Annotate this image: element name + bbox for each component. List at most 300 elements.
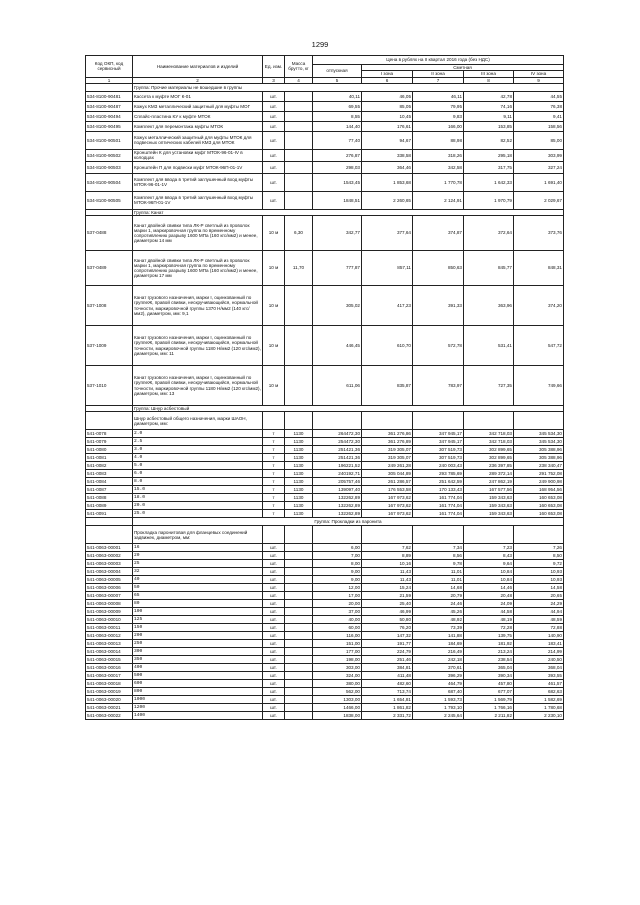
item-name: Канат грузового назначения, марки I, оцинкованный по группеЖ, правой свивки, нескручивающийся, нормальной точности, маркировочной группы 1370 Н/мм2 (140 кгс/мм2), диаметром, мм: 9,1 <box>133 286 263 326</box>
price-zone-3: 153,85 <box>464 121 514 131</box>
empty-cell <box>285 412 313 430</box>
price-zone-2: 342,58 <box>413 161 464 173</box>
item-name: Кронштейн К для установки муфт МТОК-96-01-IV в колодцах <box>133 149 263 161</box>
item-mass: 6,30 <box>285 216 313 251</box>
table-row <box>86 600 564 608</box>
item-unit: шт. <box>263 149 285 161</box>
empty-cell <box>263 412 285 430</box>
item-code: 541-0063-00001 <box>86 544 133 552</box>
col-number: 9 <box>514 77 564 83</box>
item-unit: 10 м <box>263 286 285 326</box>
price-release: 303,00 <box>313 664 362 672</box>
item-code: 541-0063-00015 <box>86 656 133 664</box>
item-unit: шт. <box>263 584 285 592</box>
item-unit: т <box>263 494 285 502</box>
price-zone-4: 291 752,08 <box>514 470 564 478</box>
empty-cell <box>514 526 564 544</box>
group-title-row <box>86 83 564 91</box>
price-zone-1: 305 044,89 <box>362 470 413 478</box>
price-release: 198,00 <box>313 656 362 664</box>
item-code: 541-0063-00017 <box>86 672 133 680</box>
price-release: 37,00 <box>313 608 362 616</box>
price-zone-4: 345 534,30 <box>514 430 564 438</box>
price-zone-4: 249 900,98 <box>514 478 564 486</box>
table-row <box>86 430 564 438</box>
price-zone-2: 293 785,69 <box>413 470 464 478</box>
price-zone-3: 372,64 <box>464 216 514 251</box>
item-unit: 10 м <box>263 251 285 286</box>
price-zone-4: 848,31 <box>514 251 564 286</box>
item-code: 541-0063-00020 <box>86 696 133 704</box>
item-name: 400 <box>133 664 263 672</box>
price-release: 298,03 <box>313 161 362 173</box>
price-zone-1: 94,67 <box>362 131 413 149</box>
col-number: 3 <box>263 77 285 83</box>
group-code-cell <box>86 83 133 91</box>
item-name: 40 <box>133 576 263 584</box>
price-release: 611,06 <box>313 366 362 406</box>
price-zone-3: 845,77 <box>464 251 514 286</box>
price-zone-3: 42,78 <box>464 91 514 101</box>
table-row <box>86 486 564 494</box>
item-name: 4.0 <box>133 454 263 462</box>
item-code: 541-0063-00003 <box>86 560 133 568</box>
price-zone-1: 319 305,07 <box>362 454 413 462</box>
price-zone-2: 8,56 <box>413 552 464 560</box>
price-zone-3: 1 970,79 <box>464 191 514 209</box>
price-zone-1: 46,05 <box>362 91 413 101</box>
item-name: 1200 <box>133 704 263 712</box>
price-release: 240192,71 <box>313 470 362 478</box>
price-release: 1543,45 <box>313 173 362 191</box>
price-zone-2: 2 124,91 <box>413 191 464 209</box>
header-zone-2: II зона <box>413 71 464 77</box>
table-row <box>86 91 564 101</box>
price-zone-1: 11,43 <box>362 576 413 584</box>
item-code: 534-8100-90481 <box>86 91 133 101</box>
price-zone-2: 1 770,78 <box>413 173 464 191</box>
item-mass: 1130 <box>285 478 313 486</box>
item-code: 537-0488 <box>86 216 133 251</box>
item-code: 534-8100-90504 <box>86 173 133 191</box>
item-code: 541-0063-00012 <box>86 632 133 640</box>
table-row <box>86 438 564 446</box>
item-unit: шт. <box>263 616 285 624</box>
price-zone-4: 160 653,08 <box>514 494 564 502</box>
price-release: 1303,00 <box>313 696 362 704</box>
item-code: 541-0080 <box>86 446 133 454</box>
item-name: Канат двойной свивки типа ЛК-Р светлый из проволок марки 1, маркировочная группа по временному сопротивлению разрыву 1600 МПа (160 кгс/мм2) и менее, диаметром 14 мм <box>133 216 263 251</box>
price-zone-4: 8,50 <box>514 552 564 560</box>
price-zone-4: 10,93 <box>514 568 564 576</box>
item-mass <box>285 121 313 131</box>
item-code: 541-0063-00013 <box>86 640 133 648</box>
item-name: 32 <box>133 568 263 576</box>
price-zone-3: 213,24 <box>464 648 514 656</box>
price-zone-3: 677,07 <box>464 688 514 696</box>
item-code: 541-0082 <box>86 462 133 470</box>
item-unit: т <box>263 446 285 454</box>
price-release: 77,40 <box>313 131 362 149</box>
price-zone-1: 8,89 <box>362 552 413 560</box>
item-mass <box>285 91 313 101</box>
price-release: 6,00 <box>313 544 362 552</box>
price-zone-2: 464,79 <box>413 680 464 688</box>
table-row <box>86 173 564 191</box>
item-unit: шт. <box>263 91 285 101</box>
price-zone-4: 305 388,96 <box>514 454 564 462</box>
header-unit: Ед. изм. <box>263 56 285 78</box>
item-code: 541-0089 <box>86 502 133 510</box>
price-zone-4: 1 582,69 <box>514 696 564 704</box>
item-mass: 1130 <box>285 470 313 478</box>
item-name: 3.0 <box>133 446 263 454</box>
price-zone-2: 161 774,04 <box>413 510 464 518</box>
price-zone-1: 191,77 <box>362 640 413 648</box>
item-mass <box>285 544 313 552</box>
price-release: 380,00 <box>313 680 362 688</box>
item-code: 541-0087 <box>86 486 133 494</box>
item-mass <box>285 366 313 406</box>
item-mass <box>285 101 313 111</box>
price-release: 324,00 <box>313 672 362 680</box>
table-row <box>86 672 564 680</box>
item-name: Комплект для ввода в третий заглушенный вход муфты МТОК-96-01-1V <box>133 173 263 191</box>
item-mass <box>285 688 313 696</box>
item-code: 541-0063-00016 <box>86 664 133 672</box>
price-zone-2: 307 519,73 <box>413 454 464 462</box>
item-mass <box>285 696 313 704</box>
price-release: 69,55 <box>313 101 362 111</box>
group-title: Группа: Прокладки из паронита <box>133 518 564 526</box>
price-zone-3: 14,46 <box>464 584 514 592</box>
table-row <box>86 584 564 592</box>
price-zone-4: 303,99 <box>514 149 564 161</box>
price-zone-4: 48,59 <box>514 616 564 624</box>
item-mass <box>285 680 313 688</box>
table-row <box>86 640 564 648</box>
item-code: 537-1010 <box>86 366 133 406</box>
price-zone-3: 1 766,16 <box>464 704 514 712</box>
price-zone-1: 251,46 <box>362 656 413 664</box>
table-row <box>86 592 564 600</box>
price-zone-3: 20,48 <box>464 592 514 600</box>
price-zone-1: 364,46 <box>362 161 413 173</box>
item-mass <box>285 576 313 584</box>
price-zone-3: 10,84 <box>464 576 514 584</box>
price-zone-4: 183,41 <box>514 640 564 648</box>
price-zone-2: 347 945,17 <box>413 430 464 438</box>
item-mass <box>285 600 313 608</box>
price-release: 40,11 <box>313 91 362 101</box>
price-zone-2: 1 793,10 <box>413 704 464 712</box>
price-zone-4: 2 029,67 <box>514 191 564 209</box>
item-unit: шт. <box>263 568 285 576</box>
price-release: 777,87 <box>313 251 362 286</box>
item-unit: шт. <box>263 121 285 131</box>
price-release: 205757,46 <box>313 478 362 486</box>
price-zone-4: 682,63 <box>514 688 564 696</box>
price-zone-4: 20,65 <box>514 592 564 600</box>
item-name: Кронштейн П для подвески муфт МТОК-96П-01-1V <box>133 161 263 173</box>
item-mass: 1130 <box>285 462 313 470</box>
item-name: 15.0 <box>133 486 263 494</box>
item-code: 534-8100-90505 <box>86 191 133 209</box>
price-zone-1: 377,64 <box>362 216 413 251</box>
price-zone-4: 240,50 <box>514 656 564 664</box>
table-row <box>86 560 564 568</box>
price-release: 342,77 <box>313 216 362 251</box>
item-mass <box>285 131 313 149</box>
header-name: Наименование материалов и изделий <box>133 56 263 78</box>
table-row <box>86 494 564 502</box>
item-mass: 11,70 <box>285 251 313 286</box>
item-name: 1000 <box>133 696 263 704</box>
item-name: 125 <box>133 616 263 624</box>
item-name: Комплект для ввода в третий заглушенный вход муфты МТОК-96П-01-1V <box>133 191 263 209</box>
price-zone-4: 140,90 <box>514 632 564 640</box>
price-release: 132262,89 <box>313 510 362 518</box>
table-row <box>86 656 564 664</box>
price-zone-1: 25,40 <box>362 600 413 608</box>
item-name: 2.0 <box>133 430 263 438</box>
price-zone-4: 85,00 <box>514 131 564 149</box>
item-code: 541-0063-00009 <box>86 608 133 616</box>
item-code: 534-8100-90503 <box>86 161 133 173</box>
item-mass <box>285 191 313 209</box>
item-mass: 1130 <box>285 494 313 502</box>
price-zone-3: 247 862,19 <box>464 478 514 486</box>
price-zone-1: 361 276,89 <box>362 438 413 446</box>
table-row <box>86 454 564 462</box>
price-zone-2: 850,63 <box>413 251 464 286</box>
price-zone-2: 7,34 <box>413 544 464 552</box>
price-zone-2: 88,98 <box>413 131 464 149</box>
item-mass <box>285 286 313 326</box>
price-zone-1: 1 853,68 <box>362 173 413 191</box>
price-zone-3: 10,84 <box>464 568 514 576</box>
table-row <box>86 101 564 111</box>
price-zone-1: 176 553,58 <box>362 486 413 494</box>
table-row <box>86 664 564 672</box>
price-zone-2: 687,40 <box>413 688 464 696</box>
table-row <box>86 366 564 406</box>
item-mass: 1130 <box>285 502 313 510</box>
item-unit: шт. <box>263 173 285 191</box>
price-zone-2: 251 642,59 <box>413 478 464 486</box>
price-zone-4: 2 230,10 <box>514 712 564 720</box>
item-unit: шт. <box>263 191 285 209</box>
table-row <box>86 216 564 251</box>
item-name: 500 <box>133 672 263 680</box>
item-mass <box>285 608 313 616</box>
price-zone-1: 835,87 <box>362 366 413 406</box>
item-name: 80 <box>133 600 263 608</box>
item-code: 541-0063-00005 <box>86 576 133 584</box>
price-zone-4: 749,66 <box>514 366 564 406</box>
price-zone-2: 391,33 <box>413 286 464 326</box>
price-release: 116,00 <box>313 632 362 640</box>
item-name: 600 <box>133 680 263 688</box>
item-unit: шт. <box>263 632 285 640</box>
item-unit: 10 м <box>263 326 285 366</box>
group-title-row <box>86 518 564 526</box>
item-name: 50 <box>133 584 263 592</box>
item-mass <box>285 704 313 712</box>
price-release: 40,00 <box>313 616 362 624</box>
item-mass <box>285 111 313 121</box>
price-release: 12,00 <box>313 584 362 592</box>
price-zone-2: 307 519,73 <box>413 446 464 454</box>
item-mass: 1130 <box>285 430 313 438</box>
item-name: 25 <box>133 560 263 568</box>
price-zone-1: 85,05 <box>362 101 413 111</box>
price-zone-4: 1 691,40 <box>514 173 564 191</box>
price-zone-2: 46,11 <box>413 91 464 101</box>
price-zone-4: 214,99 <box>514 648 564 656</box>
item-code: 534-8100-90487 <box>86 101 133 111</box>
empty-cell <box>464 526 514 544</box>
item-unit: шт. <box>263 592 285 600</box>
price-zone-4: 14,58 <box>514 584 564 592</box>
item-name: 20.0 <box>133 502 263 510</box>
price-release: 1466,00 <box>313 704 362 712</box>
price-zone-4: 368,04 <box>514 664 564 672</box>
price-release: 60,00 <box>313 624 362 632</box>
group-title: Группа: Шнур асбестовый <box>133 406 564 412</box>
price-release: 9,00 <box>313 568 362 576</box>
item-name: 6.0 <box>133 470 263 478</box>
item-code: 541-0063-00018 <box>86 680 133 688</box>
item-unit: шт. <box>263 600 285 608</box>
item-code: 537-1009 <box>86 326 133 366</box>
price-release: 132262,89 <box>313 502 362 510</box>
item-mass <box>285 173 313 191</box>
empty-cell <box>464 412 514 430</box>
header-row-top <box>86 56 564 65</box>
price-zone-1: 411,48 <box>362 672 413 680</box>
table-row <box>86 680 564 688</box>
price-zone-1: 11,43 <box>362 568 413 576</box>
item-code: 541-0063-00007 <box>86 592 133 600</box>
item-name: Кассета к муфте МОГ К-01 <box>133 91 263 101</box>
price-zone-3: 1 642,33 <box>464 173 514 191</box>
price-zone-3: 159 343,63 <box>464 510 514 518</box>
item-name: Канат грузового назначения, марки I, оцинкованный по группеЖ, правой свивки, нескручивающийся, нормальной точности, маркировочной группы 1180 Н/мм2 (120 кгс/мм2), диаметром, мм: 11 <box>133 326 263 366</box>
price-zone-4: 461,57 <box>514 680 564 688</box>
price-zone-1: 10,45 <box>362 111 413 121</box>
item-name: 1400 <box>133 712 263 720</box>
item-mass: 1130 <box>285 510 313 518</box>
table-row <box>86 111 564 121</box>
price-zone-4: 345 534,30 <box>514 438 564 446</box>
price-release: 562,00 <box>313 688 362 696</box>
price-zone-3: 181,92 <box>464 640 514 648</box>
table-row <box>86 470 564 478</box>
price-zone-2: 141,88 <box>413 632 464 640</box>
item-mass <box>285 616 313 624</box>
price-release: 8,00 <box>313 560 362 568</box>
price-zone-1: 857,11 <box>362 251 413 286</box>
price-zone-4: 305 388,96 <box>514 446 564 454</box>
price-zone-1: 167 973,62 <box>362 502 413 510</box>
price-zone-3: 302 899,65 <box>464 446 514 454</box>
item-unit: шт. <box>263 672 285 680</box>
price-zone-1: 167 973,62 <box>362 510 413 518</box>
price-zone-1: 224,79 <box>362 648 413 656</box>
price-zone-4: 160 653,08 <box>514 510 564 518</box>
group-code-cell <box>86 518 133 526</box>
price-zone-4: 158,56 <box>514 121 564 131</box>
price-zone-3: 72,28 <box>464 624 514 632</box>
price-zone-3: 289 372,14 <box>464 470 514 478</box>
price-table <box>85 55 564 720</box>
price-release: 8,55 <box>313 111 362 121</box>
price-zone-4: 76,38 <box>514 101 564 111</box>
price-release: 251421,36 <box>313 454 362 462</box>
item-unit: т <box>263 438 285 446</box>
price-zone-4: 10,93 <box>514 576 564 584</box>
item-name: 250 <box>133 640 263 648</box>
table-row <box>86 149 564 161</box>
price-zone-4: 373,76 <box>514 216 564 251</box>
price-zone-4: 7,26 <box>514 544 564 552</box>
price-release: 177,00 <box>313 648 362 656</box>
price-zone-3: 8,43 <box>464 552 514 560</box>
item-unit: шт. <box>263 544 285 552</box>
price-zone-1: 261 286,57 <box>362 478 413 486</box>
group-subtitle-row <box>86 526 564 544</box>
table-row <box>86 161 564 173</box>
price-zone-3: 9,64 <box>464 560 514 568</box>
price-zone-2: 14,68 <box>413 584 464 592</box>
item-mass <box>285 664 313 672</box>
price-zone-3: 302 899,65 <box>464 454 514 462</box>
price-zone-1: 384,81 <box>362 664 413 672</box>
price-zone-3: 727,35 <box>464 366 514 406</box>
item-unit: шт. <box>263 712 285 720</box>
price-zone-2: 48,92 <box>413 616 464 624</box>
empty-cell <box>285 526 313 544</box>
price-zone-1: 147,32 <box>362 632 413 640</box>
price-zone-1: 610,70 <box>362 326 413 366</box>
price-zone-4: 44,55 <box>514 91 564 101</box>
price-zone-3: 1 569,79 <box>464 696 514 704</box>
price-zone-3: 82,52 <box>464 131 514 149</box>
price-zone-2: 11,01 <box>413 576 464 584</box>
price-zone-4: 238 340,47 <box>514 462 564 470</box>
item-code: 541-0063-00004 <box>86 568 133 576</box>
group-title: Группа: Канат <box>133 209 564 215</box>
price-zone-4: 327,24 <box>514 161 564 173</box>
price-release: 251421,36 <box>313 446 362 454</box>
price-release: 276,87 <box>313 149 362 161</box>
price-zone-3: 236 397,85 <box>464 462 514 470</box>
col-number: 4 <box>285 77 313 83</box>
price-zone-3: 9,11 <box>464 111 514 121</box>
item-unit: 10 м <box>263 216 285 251</box>
price-zone-2: 1 593,73 <box>413 696 464 704</box>
header-code: Код ОКП, код сервисный <box>86 56 133 78</box>
price-release: 1838,00 <box>313 712 362 720</box>
price-zone-1: 176,61 <box>362 121 413 131</box>
item-unit: т <box>263 430 285 438</box>
item-name: Кожух металлический защитный для муфты МТОК для подвесных оптических кабелей КМЗ для МТОК <box>133 131 263 149</box>
item-code: 534-8100-90502 <box>86 149 133 161</box>
item-name: 300 <box>133 648 263 656</box>
item-mass: 1130 <box>285 486 313 494</box>
item-code: 541-0063-00006 <box>86 584 133 592</box>
